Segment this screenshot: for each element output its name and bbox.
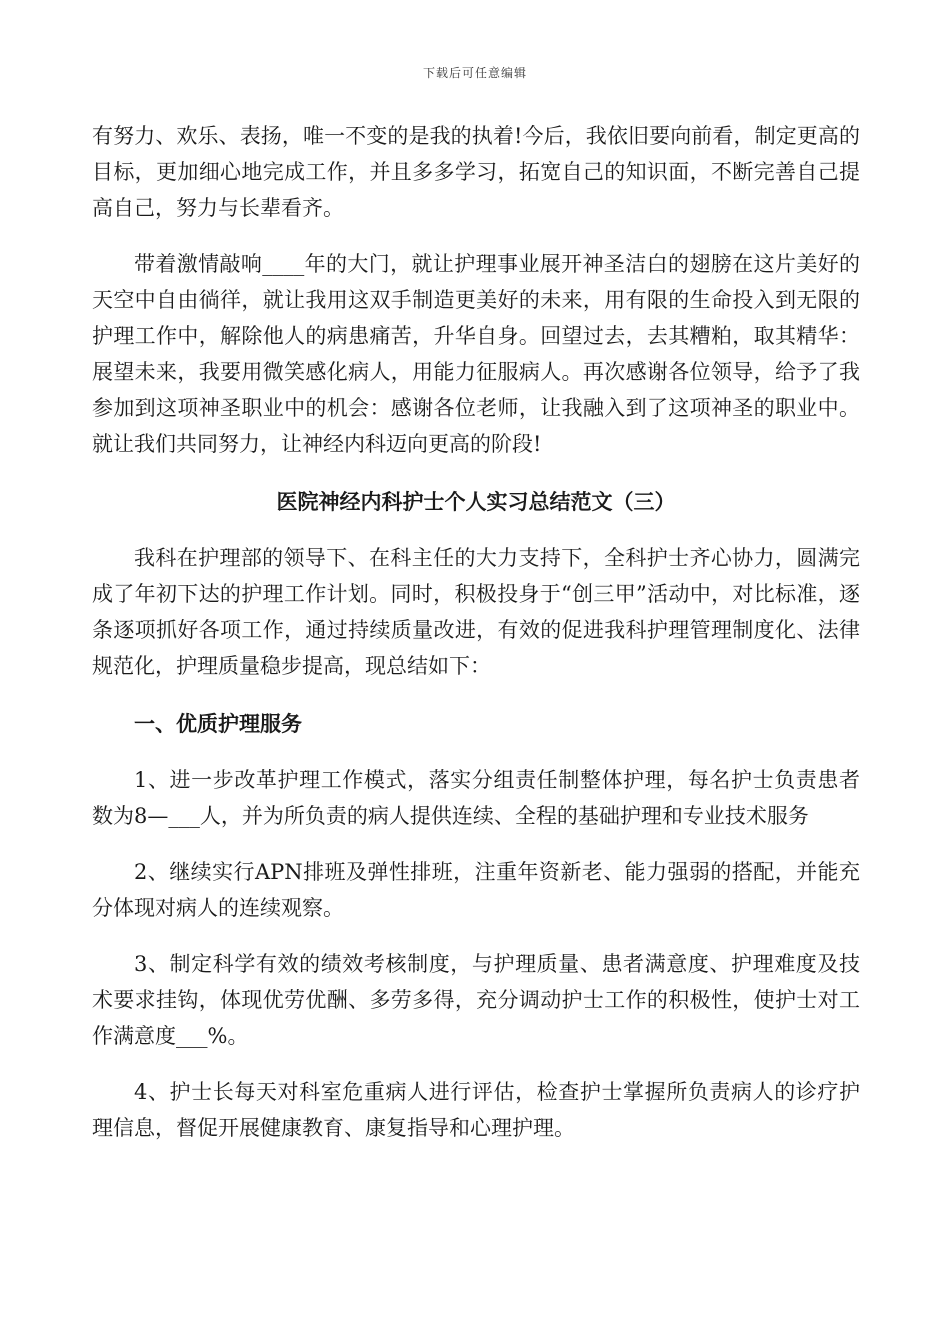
paragraph-intro: 我科在护理部的领导下、在科主任的大力支持下，全科护士齐心协力，圆满完成了年初下达的护理工作计划。同时，积极投身于“创三甲”活动中，对比标准，逐条逐项抓好各项工作，通过持续质量改进，有效的促进我科护理管理制度化、法律规范化，护理质量稳步提高，现总结如下：: [92, 546, 860, 678]
section-heading: 一、优质护理服务: [134, 711, 302, 736]
article-title: 医院神经内科护士个人实习总结范文（三）: [276, 489, 676, 514]
document-body: [92, 118, 860, 1146]
list-item: 1、进一步改革护理工作模式，落实分组责任制整体护理，每名护士负责患者数为8—___人，并为所负责的病人提供连续、全程的基础护理和专业技术服务: [92, 768, 860, 828]
list-item: 2、继续实行APN排班及弹性排班，注重年资新老、能力强弱的搭配，并能充分体现对病人的连续观察。: [92, 860, 860, 920]
list-item: 3、制定科学有效的绩效考核制度，与护理质量、患者满意度、护理难度及技术要求挂钩，体现优劳优酬、多劳多得，充分调动护士工作的积极性，使护士对工作满意度___%。: [92, 952, 860, 1048]
page-header: 下载后可任意编辑: [422, 66, 527, 80]
list-item: 4、护士长每天对科室危重病人进行评估，检查护士掌握所负责病人的诊疗护理信息，督促开展健康教育、康复指导和心理护理。: [92, 1080, 860, 1140]
paragraph-continuation: 有努力、欢乐、表扬，唯一不变的是我的执着!今后，我依旧要向前看，制定更高的目标，更加细心地完成工作，并且多多学习，拓宽自己的知识面，不断完善自己提高自己，努力与长辈看齐。: [92, 124, 860, 220]
paragraph-closing: 带着激情敲响____年的大门，就让护理事业展开神圣洁白的翅膀在这片美好的天空中自由徜徉，就让我用这双手制造更美好的未来，用有限的生命投入到无限的护理工作中，解除他人的病患痛苦，升华自身。回望过去，去其糟粕，取其精华：展望未来，我要用微笑感化病人，用能力征服病人。再次感谢各位领导，给予了我参加到这项神圣职业中的机会：感谢各位老师，让我融入到了这项神圣的职业中。就让我们共同努力，让神经内科迈向更高的阶段!: [92, 252, 860, 456]
